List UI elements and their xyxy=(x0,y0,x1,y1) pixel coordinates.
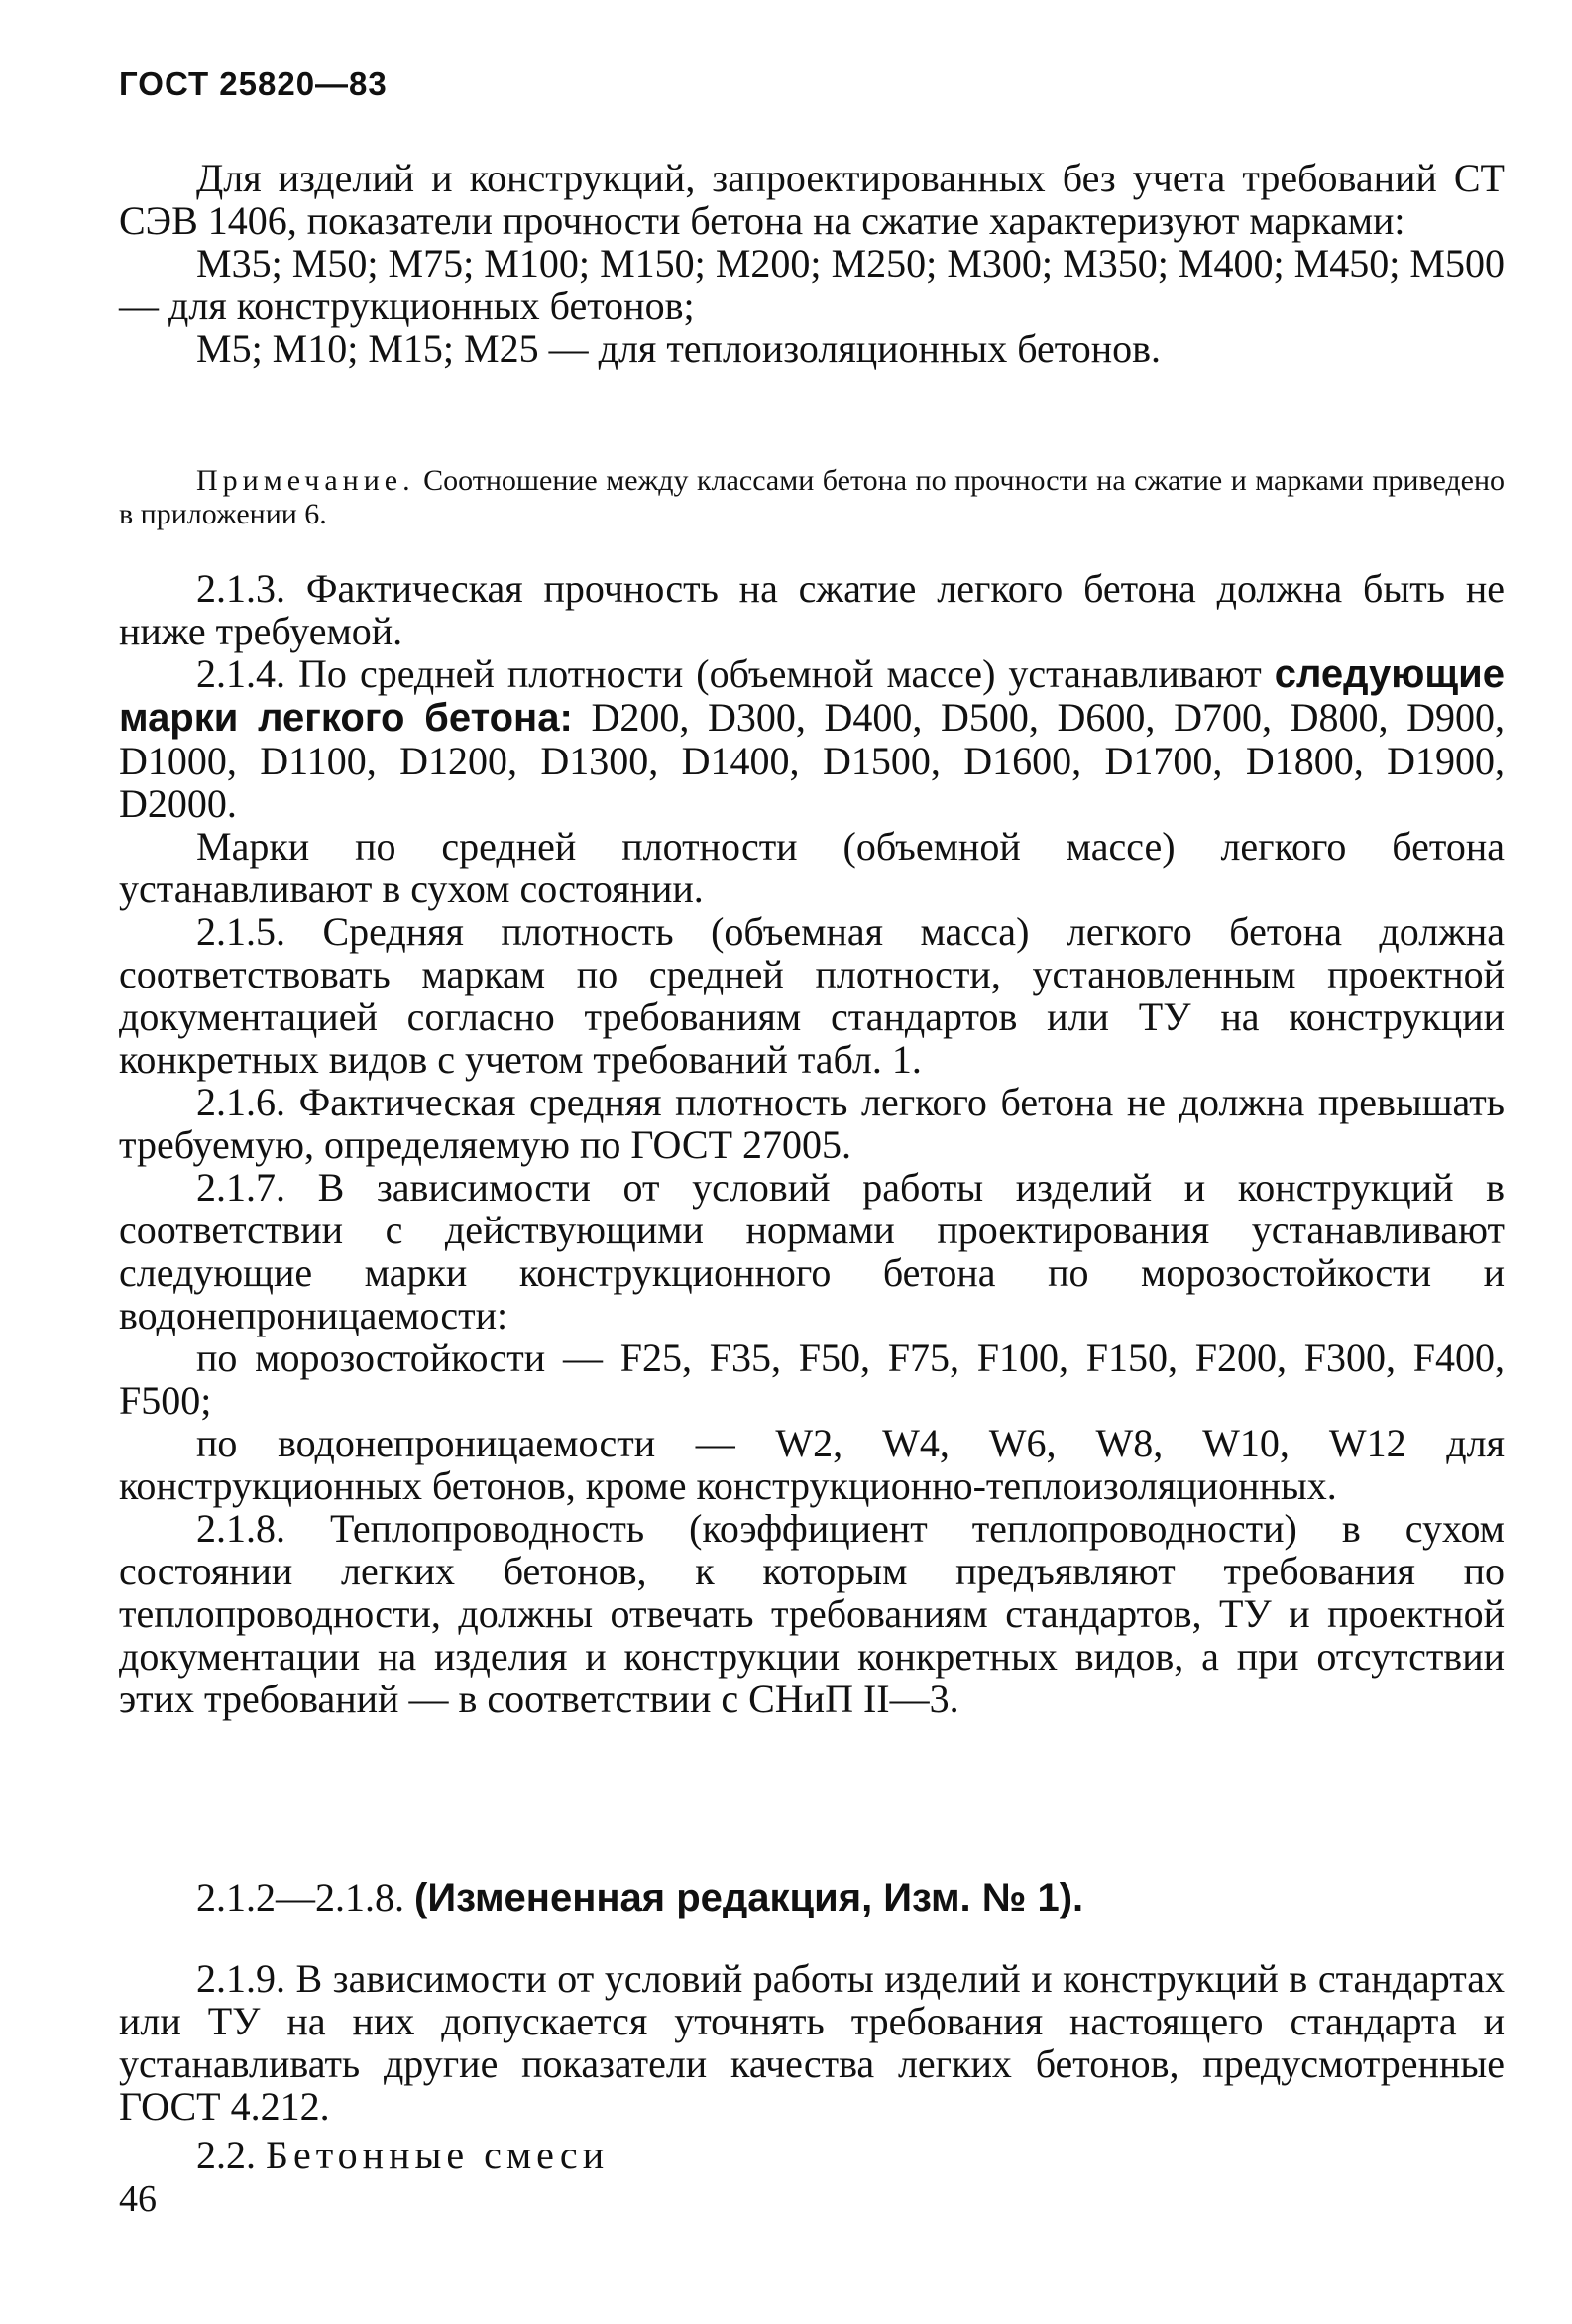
clause-2-1-8: 2.1.8. Теплопроводность (коэффициент теплопроводности) в сухом состоянии легких бетонов, к которым предъявляют требования по теплопроводности, должны отвечать требованиям стандартов, ТУ и проектной документации на изделия и конструкции конкретных видов, а при отсутствии этих требований — в соответствии с СНиП II—3. xyxy=(119,1506,1505,1721)
clause-2-1-4-marks: D200, D300, D400, D500, D600, D700, D800, D900, D1000, D1100, D1200, D1300, D1400, D1500, D1600, D1700, D1800, D1900, D2000. xyxy=(119,695,1506,826)
clauses-block xyxy=(119,567,1505,1720)
note-text: Соотношение между классами бетона по прочности на сжатие и марками приведено в приложении 6. xyxy=(119,464,1506,530)
note-label: Примечание. xyxy=(196,464,415,497)
amendment-text: (Измененная редакция, Изм. № 1). xyxy=(414,1876,1084,1919)
clause-2-1-4-dry-state: Марки по средней плотности (объемной массе) легкого бетона устанавливают в сухом состоянии. xyxy=(119,824,1505,911)
paragraph-strength-intro: Для изделий и конструкций, запроектированных без учета требований СТ СЭВ 1406, показатели прочности бетона на сжатие характеризуют марками: xyxy=(119,156,1505,243)
note-paragraph xyxy=(119,464,1505,531)
clause-2-1-3: 2.1.3. Фактическая прочность на сжатие легкого бетона должна быть не ниже требуемой. xyxy=(119,566,1505,653)
clause-2-1-7-water: по водонепроницаемости — W2, W4, W6, W8, W10, W12 для конструкционных бетонов, кроме конструкционно-теплоизоляционных. xyxy=(119,1421,1505,1508)
clause-2-1-4-bold: следующие марки легкого бетона: xyxy=(119,652,1506,740)
clause-2-1-4 xyxy=(119,652,1505,825)
amendment-range: 2.1.2—2.1.8. xyxy=(196,1875,404,1919)
clause-2-1-4-start: 2.1.4. По средней плотности (объемной массе) устанавливают xyxy=(196,651,1262,696)
paragraph-structural-marks: М35; М50; М75; М100; М150; М200; М250; М300; М350; М400; М450; М500 — для конструкционных бетонов; xyxy=(119,241,1505,328)
clause-2-1-7: 2.1.7. В зависимости от условий работы изделий и конструкций в соответствии с действующими нормами проектирования устанавливают следующие марки конструкционного бетона по морозостойкости и водонепроницаемости: xyxy=(119,1165,1505,1337)
clause-2-1-6: 2.1.6. Фактическая средняя плотность легкого бетона не должна превышать требуемую, определяемую по ГОСТ 27005. xyxy=(119,1080,1505,1167)
strength-marks-block xyxy=(119,157,1505,370)
standard-header: ГОСТ 25820—83 xyxy=(119,65,388,102)
clause-2-1-7-frost: по морозостойкости — F25, F35, F50, F75, F100, F150, F200, F300, F400, F500; xyxy=(119,1336,1505,1423)
note-block xyxy=(119,464,1505,531)
amendment-line xyxy=(119,1876,1505,1919)
section-title: Бетонные смеси xyxy=(266,2133,610,2177)
clause-2-1-5: 2.1.5. Средняя плотность (объемная масса) легкого бетона должна соответствовать маркам по средней плотности, установленным проектной документацией согласно требованиям стандартов или ТУ на конструкции конкретных видов с учетом требований табл. 1. xyxy=(119,909,1505,1082)
section-number: 2.2. xyxy=(196,2133,256,2177)
section-heading xyxy=(119,2134,1505,2176)
amendment-block xyxy=(119,1876,1505,1919)
paragraph-insulating-marks: М5; М10; М15; М25 — для теплоизоляционных бетонов. xyxy=(196,326,1162,371)
page-number: 46 xyxy=(119,2178,157,2220)
final-clauses-block xyxy=(119,1957,1505,2176)
clause-2-1-9: 2.1.9. В зависимости от условий работы изделий и конструкций в стандартах или ТУ на них допускается уточнять требования настоящего стандарта и устанавливать другие показатели качества легких бетонов, предусмотренные ГОСТ 4.212. xyxy=(119,1956,1505,2129)
